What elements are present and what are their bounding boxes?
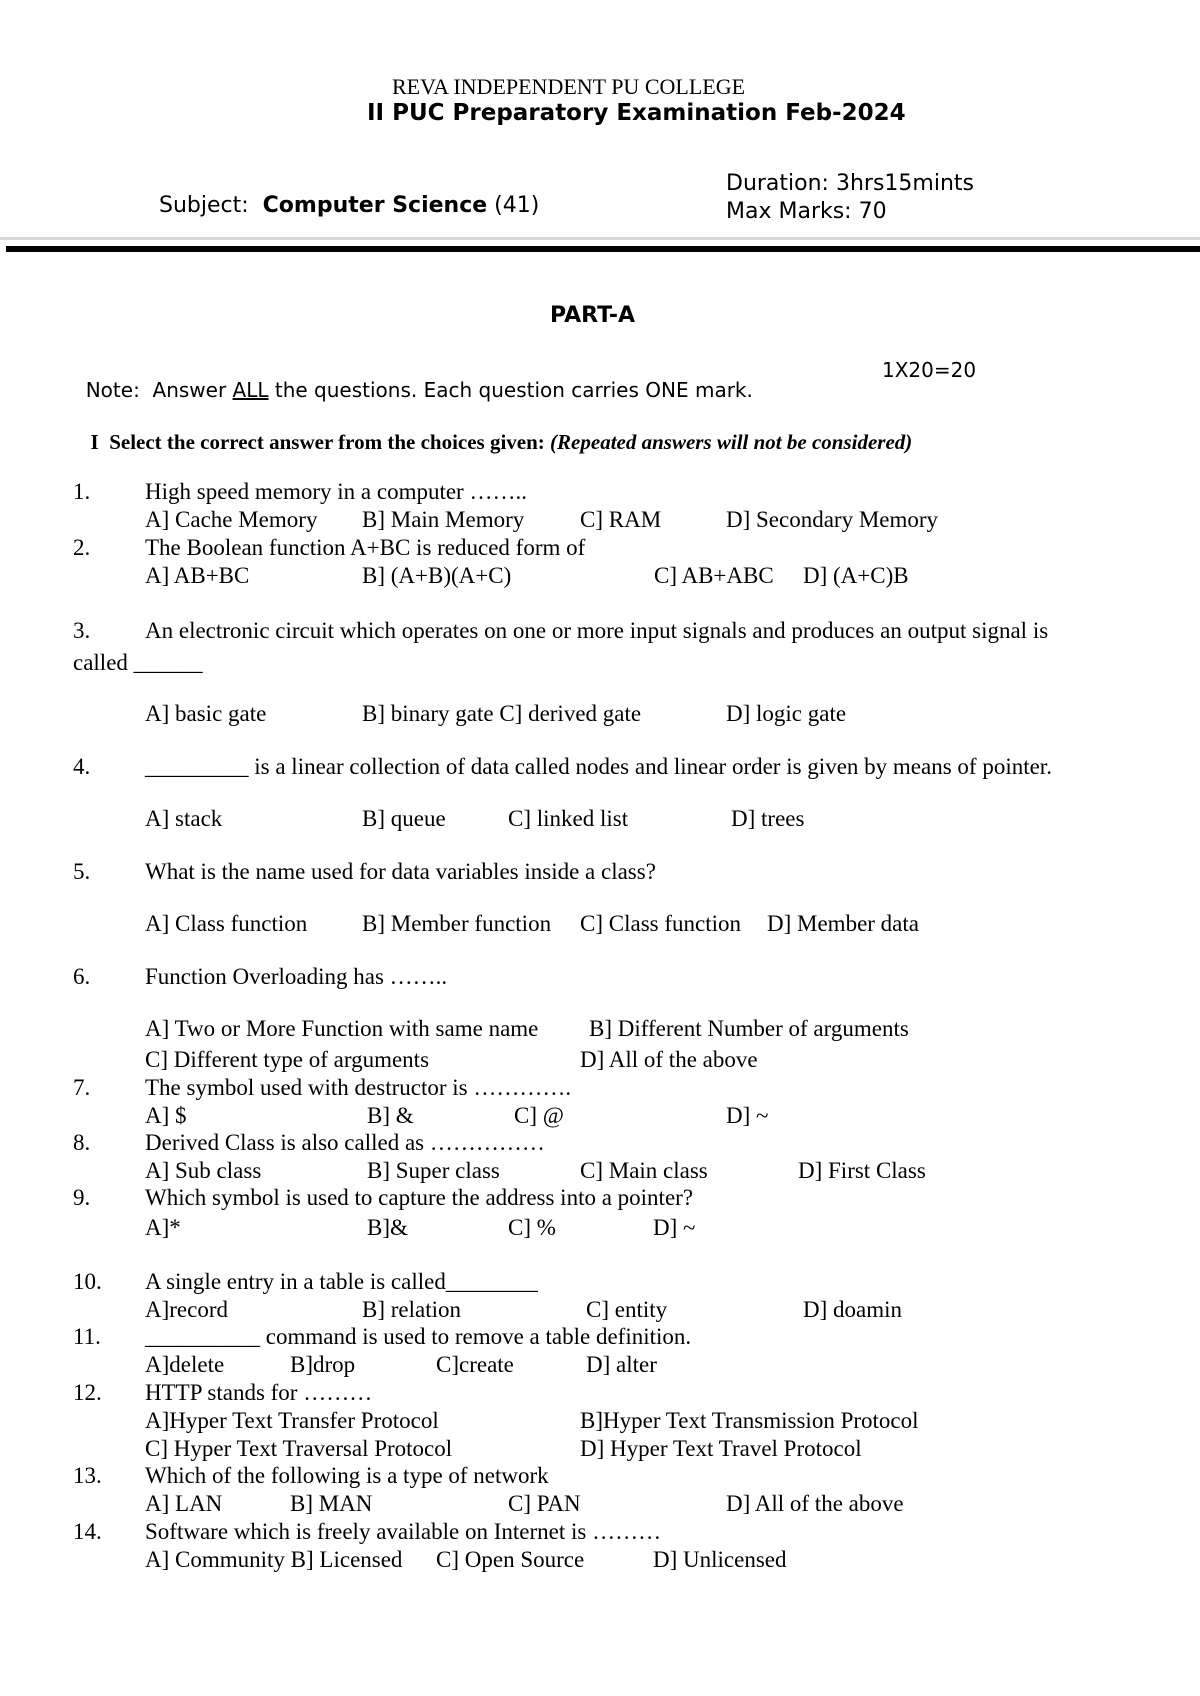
option-b: B]Hyper Text Transmission Protocol — [580, 1408, 919, 1433]
option-a: A] $ — [145, 1103, 187, 1128]
option-d: D] (A+C)B — [803, 563, 909, 588]
question-text: Which of the following is a type of network — [145, 1463, 549, 1488]
question-text-continued: called ______ — [73, 650, 203, 675]
header-divider-thin — [0, 237, 1200, 240]
option-a: A] Cache Memory — [145, 507, 318, 532]
option-d: D] All of the above — [726, 1491, 904, 1516]
option-d: D] First Class — [798, 1158, 926, 1183]
option-ab: A] Community B] Licensed — [145, 1547, 403, 1572]
option-b: B] queue — [362, 806, 446, 831]
question-text: HTTP stands for ……… — [145, 1380, 373, 1405]
college-name: REVA INDEPENDENT PU COLLEGE — [392, 74, 746, 99]
question-text: A single entry in a table is called________ — [145, 1269, 538, 1294]
max-marks: Max Marks: 70 — [726, 199, 887, 224]
note-suffix: the questions. Each question carries ONE mark. — [268, 378, 753, 402]
part-title: PART-A — [550, 303, 636, 328]
option-b: B] Different Number of arguments — [589, 1016, 909, 1041]
section-number: I — [90, 430, 99, 454]
question-number: 7. — [73, 1075, 91, 1100]
question-text: Derived Class is also called as …………… — [145, 1130, 545, 1155]
option-d: D] logic gate — [726, 701, 847, 726]
exam-title: II PUC Preparatory Examination Feb-2024 — [367, 100, 906, 126]
header-divider-thick — [6, 246, 1200, 252]
question-text: The symbol used with destructor is …………. — [145, 1075, 572, 1100]
question-number: 14. — [73, 1519, 102, 1544]
option-a: A]* — [145, 1215, 181, 1240]
option-c: C]create — [436, 1352, 514, 1377]
option-c: C] AB+ABC — [654, 563, 774, 588]
question-text: What is the name used for data variables inside a class? — [145, 859, 656, 884]
option-b: B] (A+B)(A+C) — [362, 563, 512, 588]
question-number: 11. — [73, 1324, 101, 1349]
option-a: A]Hyper Text Transfer Protocol — [145, 1408, 439, 1433]
option-b: B] binary gate C] derived gate — [362, 701, 642, 726]
option-c: C] Main class — [580, 1158, 708, 1183]
subject-line — [145, 173, 539, 217]
question-number: 2. — [73, 535, 91, 560]
section-remark: (Repeated answers will not be considered) — [550, 430, 913, 454]
question-text: _________ is a linear collection of data called nodes and linear order is given by means of pointer. — [145, 754, 1052, 779]
option-b: B]& — [367, 1215, 408, 1240]
option-c: C] Hyper Text Traversal Protocol — [145, 1436, 453, 1461]
option-d: D] All of the above — [580, 1047, 758, 1072]
subject-name: Computer Science — [262, 193, 488, 218]
option-d: D] ~ — [653, 1215, 696, 1240]
subject-code: (41) — [494, 193, 540, 218]
note-all: ALL — [232, 378, 269, 402]
option-c: C] Different type of arguments — [145, 1047, 430, 1072]
section-heading — [80, 411, 912, 453]
option-a: A] AB+BC — [145, 563, 250, 588]
option-c: C] % — [508, 1215, 556, 1240]
instructions-note — [73, 360, 753, 400]
option-a: A] stack — [145, 806, 223, 831]
question-number: 10. — [73, 1269, 102, 1294]
question-number: 3. — [73, 618, 91, 643]
option-b: B] Member function — [362, 911, 552, 936]
option-a: A] Class function — [145, 911, 308, 936]
question-text: __________ command is used to remove a table definition. — [145, 1324, 692, 1349]
option-d: D] Unlicensed — [653, 1547, 787, 1572]
option-d: D] trees — [731, 806, 805, 831]
option-d: D] ~ — [726, 1103, 769, 1128]
question-text: The Boolean function A+BC is reduced form of — [145, 535, 586, 560]
question-number: 4. — [73, 754, 91, 779]
section-text: Select the correct answer from the choices given: — [109, 430, 545, 454]
question-number: 1. — [73, 479, 91, 504]
option-c: C] Open Source — [436, 1547, 585, 1572]
option-d: D] doamin — [803, 1297, 903, 1322]
option-a: A]delete — [145, 1352, 225, 1377]
question-text: Function Overloading has …….. — [145, 964, 448, 989]
option-c: C] linked list — [508, 806, 629, 831]
option-c: C] RAM — [580, 507, 662, 532]
note-marks: 1X20=20 — [882, 358, 977, 382]
question-text: Which symbol is used to capture the address into a pointer? — [145, 1185, 694, 1210]
option-a: A] LAN — [145, 1491, 223, 1516]
question-number: 12. — [73, 1380, 102, 1405]
question-number: 9. — [73, 1185, 91, 1210]
subject-label: Subject: — [159, 193, 249, 218]
option-c: C] @ — [514, 1103, 564, 1128]
option-a: A] Two or More Function with same name — [145, 1016, 539, 1041]
option-b: B] Super class — [367, 1158, 500, 1183]
option-c: C] PAN — [508, 1491, 581, 1516]
option-a: A] basic gate — [145, 701, 267, 726]
option-a: A] Sub class — [145, 1158, 262, 1183]
question-number: 6. — [73, 964, 91, 989]
note-prefix: Note: Answer — [85, 378, 233, 402]
question-number: 13. — [73, 1463, 102, 1488]
question-number: 5. — [73, 859, 91, 884]
option-b: B] & — [367, 1103, 414, 1128]
option-d: D] Hyper Text Travel Protocol — [580, 1436, 862, 1461]
option-b: B] MAN — [290, 1491, 373, 1516]
question-text: High speed memory in a computer …….. — [145, 479, 527, 504]
option-a: A]record — [145, 1297, 229, 1322]
option-d: D] alter — [586, 1352, 657, 1377]
option-c: C] entity — [586, 1297, 668, 1322]
option-b: B]drop — [290, 1352, 356, 1377]
option-d: D] Member data — [767, 911, 919, 936]
option-b: B] relation — [362, 1297, 461, 1322]
question-text: An electronic circuit which operates on one or more input signals and produces an output signal is — [145, 618, 1049, 643]
duration: Duration: 3hrs15mints — [726, 171, 974, 196]
option-b: B] Main Memory — [362, 507, 525, 532]
question-text: Software which is freely available on Internet is ……… — [145, 1519, 662, 1544]
question-number: 8. — [73, 1130, 91, 1155]
option-c: C] Class function — [580, 911, 741, 936]
option-d: D] Secondary Memory — [726, 507, 939, 532]
